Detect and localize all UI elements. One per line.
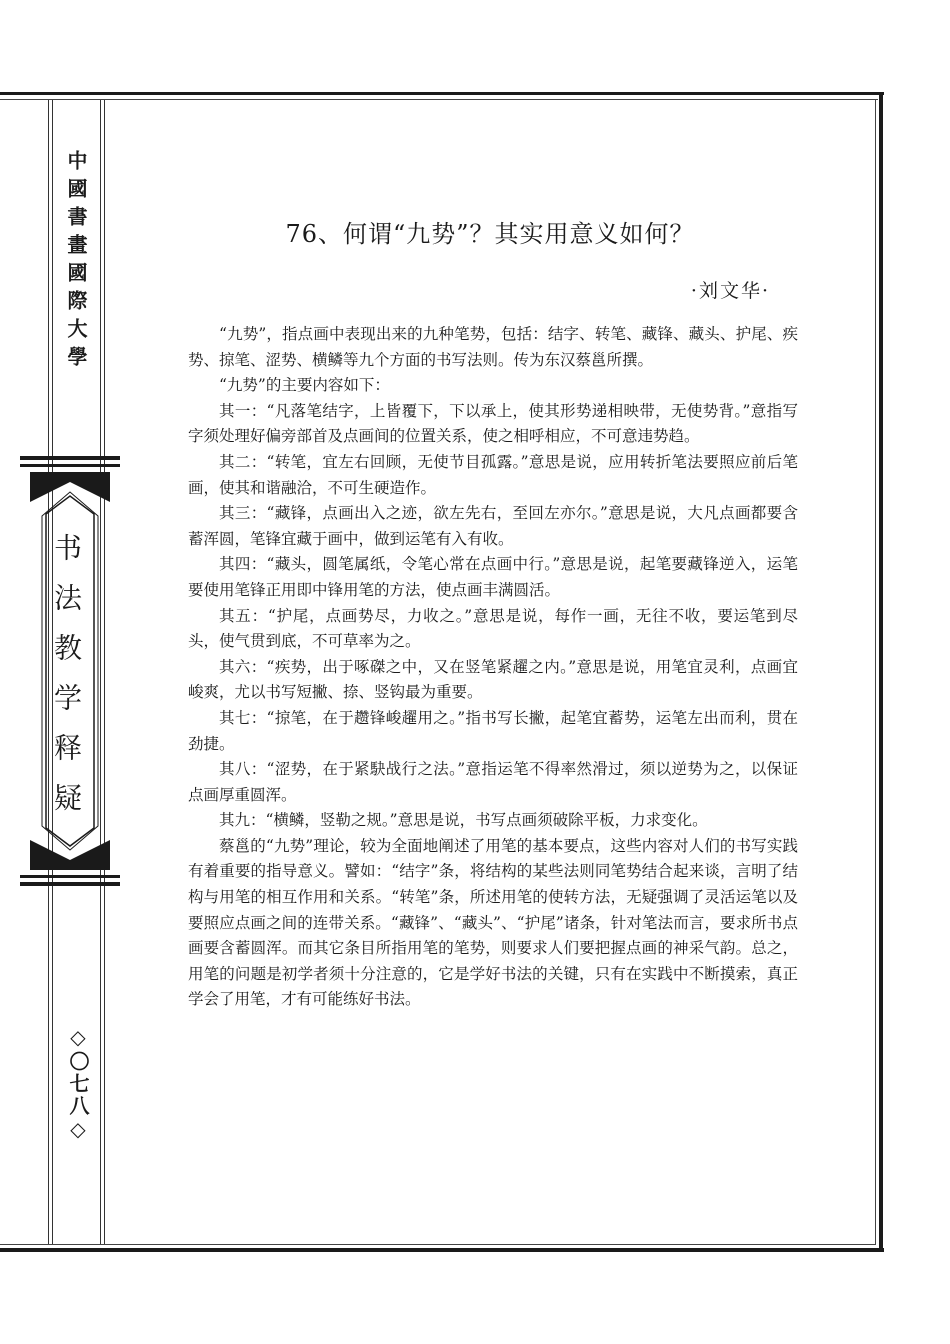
paragraph: 其四：“藏头，圆笔属纸，令笔心常在点画中行。”意思是说，起笔要藏锋逆入，运笔要使用笔锋正用即中锋用笔的方法，使点画丰满圆活。 — [188, 555, 798, 599]
article-author: ·刘文华· — [690, 280, 770, 302]
book-title: 书法教学释疑 — [50, 533, 83, 833]
paragraph: 其三：“藏锋，点画出入之迹，欲左先右，至回左亦尔。”意思是说，大凡点画都要含蓄浑圆，笔锋宜藏于画中，做到运笔有入有收。 — [188, 504, 798, 548]
paragraph: 其一：“凡落笔结字，上皆覆下，下以承上，使其形势递相映带，无使势背。”意指写字须处理好偏旁部首及点画间的位置关系，使之相呼相应，不可意违势趋。 — [188, 401, 798, 446]
article-body — [188, 322, 798, 1013]
article-title: 76、何谓“九势”？其实用意义如何？ — [285, 220, 695, 248]
paragraph: 其五：“护尾，点画势尽，力收之。”意思是说，每作一画，无往不收，要运笔到尽头，使气贯到底，不可草率为之。 — [188, 606, 798, 651]
paragraph: 其七：“掠笔，在于趱锋峻趯用之。”指书写长撇，起笔宜蓄势，运笔左出而利，贯在劲捷。 — [188, 708, 798, 753]
page-frame-inner-bottom — [0, 1244, 876, 1245]
page-frame-top — [0, 92, 884, 95]
page-frame-inner-top — [0, 99, 878, 100]
page-frame-bottom — [0, 1248, 884, 1252]
university-name: 中國書畫國際大學 — [64, 150, 88, 374]
paragraph: 蔡邕的“九势”理论，较为全面地阐述了用笔的基本要点，这些内容对人们的书写实践有着重要的指导意义。譬如：“结字”条，将结构的某些法则同笔势结合起来谈，言明了结构与用笔的相互作用和关系。“转笔”条，所述用笔的使转方法，无疑强调了灵活运笔以及要照应点画之间的连带关系。“藏锋”、“藏头”、“护尾”诸条，针对笔法而言，要求所书点画要含蓄圆浑。而其它条目所指用笔的笔势，则要求人们要把握点画的神采气韵。总之，用笔的问题是初学者须十分注意的，它是学好书法的关键，只有在实践中不断摸索，真正学会了用笔，才有可能练好书法。 — [188, 836, 798, 1009]
paragraph: 其九：“横鳞，竖勒之规。”意思是说，书写点画须破除平板，力求变化。 — [219, 811, 708, 830]
page-frame-right — [879, 92, 883, 1252]
paragraph: “九势”，指点画中表现出来的九种笔势，包括：结字、转笔、藏锋、藏头、护尾、疾势、掠笔、涩势、横鳞等九个方面的书写法则。传为东汉蔡邕所撰。 — [188, 325, 798, 369]
paragraph: 其八：“涩势，在于紧駃战行之法。”意指运笔不得率然滑过，须以逆势为之，以保证点画厚重圆浑。 — [188, 760, 798, 804]
paragraph: 其二：“转笔，宜左右回顾，无使节目孤露。”意思是说，应用转折笔法要照应前后笔画，使其和谐融洽，不可生硬造作。 — [188, 452, 798, 497]
page-number: ◇〇七八◇ — [66, 1025, 90, 1143]
page-frame-inner-right — [875, 99, 876, 1245]
paragraph: 其六：“疾势，出于啄磔之中，又在竖笔紧趯之内。”意思是说，用笔宜灵利，点画宜峻爽，尤以书写短撇、捺、竖钩最为重要。 — [188, 657, 798, 702]
paragraph: “九势”的主要内容如下： — [219, 376, 390, 395]
